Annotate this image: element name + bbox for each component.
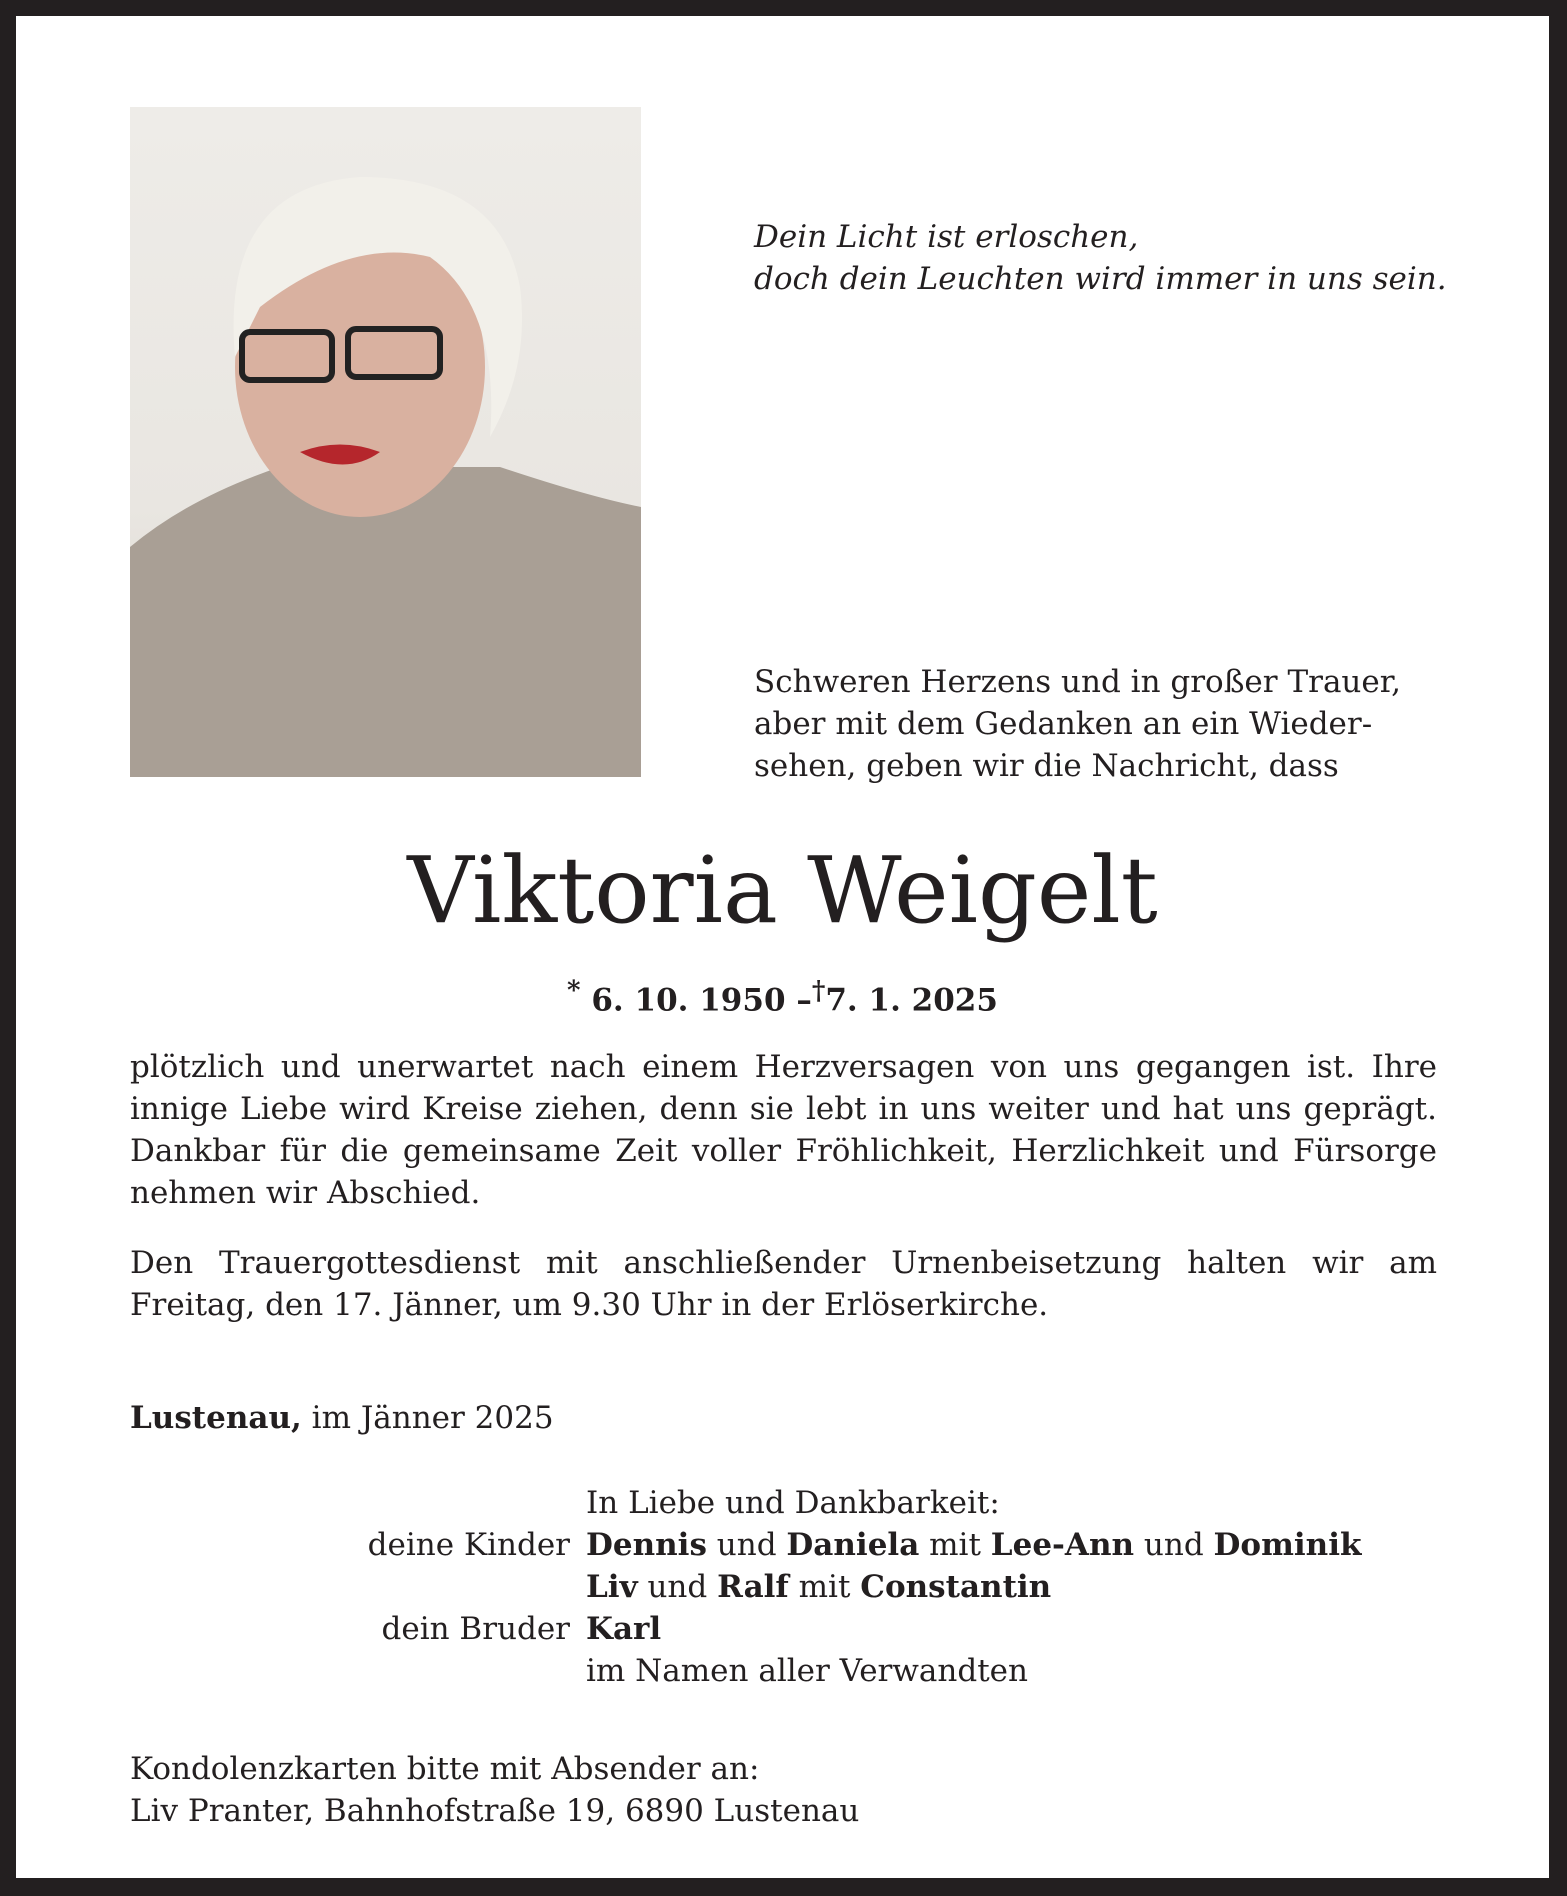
memorial-quote xyxy=(754,216,1447,300)
place-city: Lustenau, xyxy=(130,1400,302,1436)
place-date xyxy=(130,1400,554,1436)
birth-date: 6. 10. 1950 xyxy=(591,982,786,1019)
connector: und xyxy=(647,1569,708,1605)
intro-text xyxy=(754,661,1401,787)
condolence-address xyxy=(130,1748,859,1832)
condolence-line: Kondolenzkarten bitte mit Absender an: xyxy=(130,1751,760,1787)
death-symbol: † xyxy=(811,976,826,1006)
body-paragraph: plötzlich und unerwartet nach einem Herzversagen von uns gegangen ist. Ihre innige Liebe wird Kreise ziehen, denn sie lebt in uns weiter und hat uns geprägt. Dankbar für die gemeinsame Zeit voller Fröhlichkeit, Herzlichkeit und Fürsorge nehmen wir Abschied. xyxy=(130,1049,1437,1211)
deceased-name: Viktoria Weigelt xyxy=(407,837,1158,944)
mourner-name: Daniela xyxy=(786,1527,920,1563)
condolence-line: Liv Pranter, Bahnhofstraße 19, 6890 Lustenau xyxy=(130,1793,860,1829)
intro-line: sehen, geben wir die Nachricht, dass xyxy=(754,748,1339,784)
connector: und xyxy=(716,1527,777,1563)
signature-closing: im Namen aller Verwandten xyxy=(586,1653,1028,1689)
signature-block xyxy=(130,1482,1361,1692)
death-date: 7. 1. 2025 xyxy=(825,982,998,1019)
life-dates xyxy=(16,976,1549,1018)
obituary-card xyxy=(16,16,1549,1878)
mourner-name: Liv xyxy=(586,1569,638,1605)
born-symbol: * xyxy=(567,976,581,1006)
portrait-photo xyxy=(130,107,641,777)
children-line-1 xyxy=(586,1524,1361,1566)
mourner-name: Dominik xyxy=(1213,1527,1362,1563)
date-separator: – xyxy=(796,982,812,1019)
place-date-text: im Jänner 2025 xyxy=(311,1400,554,1436)
mourner-name: Lee-Ann xyxy=(990,1527,1135,1563)
body-text xyxy=(130,1046,1437,1354)
funeral-info: Den Trauergottesdienst mit anschließender Urnenbeisetzung halten wir am Freitag, den 17. Jänner, um 9.30 Uhr in der Erlöserkirche. xyxy=(130,1245,1437,1323)
intro-line: aber mit dem Gedanken an ein Wieder- xyxy=(754,706,1373,742)
brother-name: Karl xyxy=(586,1611,662,1647)
children-line-2 xyxy=(586,1566,1051,1608)
children-label: deine Kinder xyxy=(367,1527,570,1563)
connector: mit xyxy=(798,1569,851,1605)
intro-line: Schweren Herzens und in großer Trauer, xyxy=(754,664,1402,700)
connector: und xyxy=(1143,1527,1204,1563)
mourner-name: Constantin xyxy=(860,1569,1052,1605)
quote-line: Dein Licht ist erloschen, xyxy=(754,219,1139,255)
mourner-name: Ralf xyxy=(717,1569,789,1605)
connector: mit xyxy=(929,1527,981,1563)
brother-label: dein Bruder xyxy=(381,1611,570,1647)
mourner-name: Dennis xyxy=(586,1527,707,1563)
signature-heading: In Liebe und Dankbarkeit: xyxy=(586,1485,1000,1521)
quote-line: doch dein Leuchten wird immer in uns sein. xyxy=(754,261,1447,297)
